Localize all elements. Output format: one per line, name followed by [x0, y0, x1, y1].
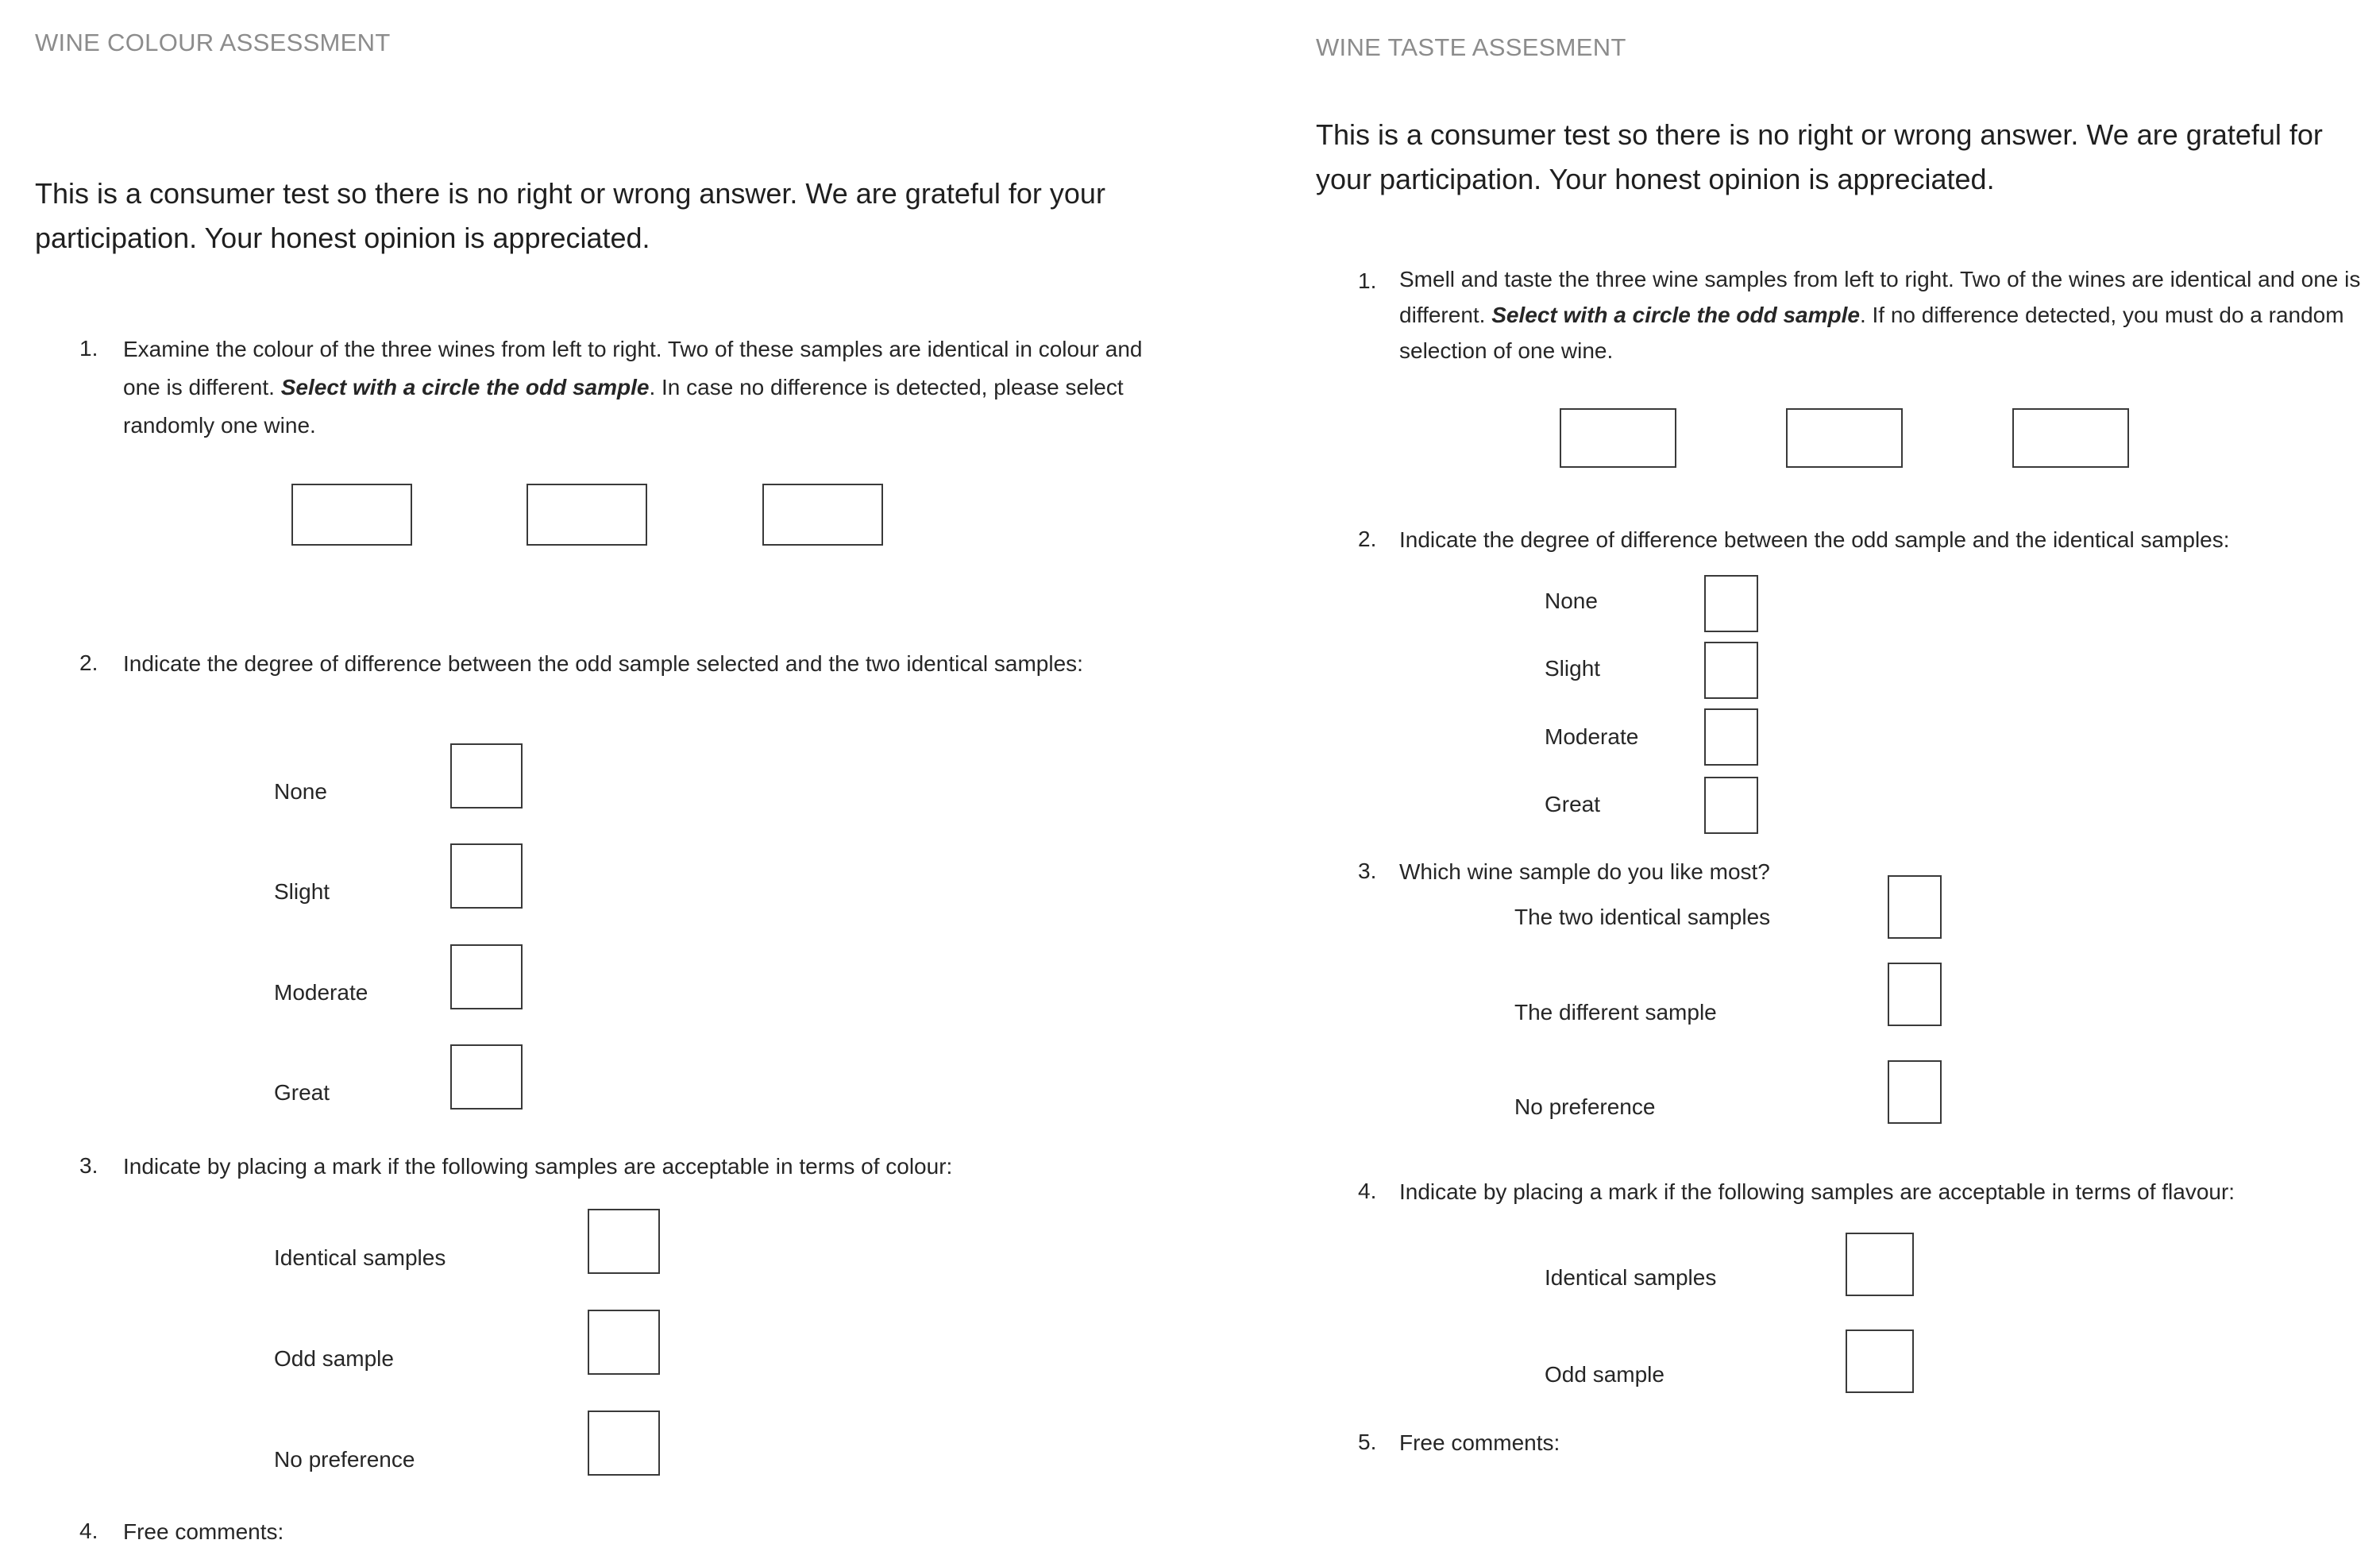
taste-q1-text-before: Smell and taste the three wine samples from left to right. Two of the wines are identical and one is different. [1399, 267, 2361, 327]
taste-q3-checkbox-different[interactable] [1888, 963, 1942, 1026]
colour-q3-text: Indicate by placing a mark if the following samples are acceptable in terms of colour: [123, 1154, 953, 1179]
taste-q3-checkbox-identical[interactable] [1888, 875, 1942, 939]
colour-q2-option-slight: Slight [274, 879, 330, 904]
colour-q1-text-after: . In case no difference is detected, please select randomly one wine. [123, 375, 1124, 438]
colour-q3-option-odd: Odd sample [274, 1346, 394, 1371]
taste-q5-number: 5. [1358, 1430, 1377, 1454]
taste-heading: WINE TASTE ASSESMENT [1316, 33, 1626, 61]
taste-q2-option-none: None [1545, 589, 1598, 613]
taste-q2-checkbox-great[interactable] [1704, 777, 1758, 834]
taste-q2-checkbox-slight[interactable] [1704, 642, 1758, 699]
colour-q3-option-identical: Identical samples [274, 1245, 446, 1270]
taste-q3-text: Which wine sample do you like most? [1399, 859, 1770, 884]
taste-q1-text-after: . If no difference detected, you must do a random selection of one wine. [1399, 303, 2344, 363]
taste-q2-text: Indicate the degree of difference between the odd sample and the identical samples: [1399, 527, 2230, 552]
colour-q1-emphasis: Select with a circle the odd sample [280, 375, 650, 399]
taste-q2-checkbox-none[interactable] [1704, 575, 1758, 632]
colour-q2-checkbox-great[interactable] [450, 1044, 523, 1110]
taste-q3-checkbox-no-preference[interactable] [1888, 1060, 1942, 1124]
taste-q4-number: 4. [1358, 1179, 1377, 1203]
taste-sample-box-2[interactable] [1786, 408, 1903, 468]
taste-q2-option-moderate: Moderate [1545, 724, 1639, 749]
colour-q3-checkbox-odd[interactable] [588, 1310, 660, 1375]
taste-q1-emphasis: Select with a circle the odd sample [1491, 303, 1860, 327]
colour-q2-option-great: Great [274, 1080, 330, 1105]
taste-q2-option-great: Great [1545, 792, 1601, 816]
taste-q2-number: 2. [1358, 527, 1377, 551]
colour-heading: WINE COLOUR ASSESSMENT [35, 29, 391, 56]
colour-q1-number: 1. [79, 336, 98, 361]
colour-sample-box-2[interactable] [527, 484, 647, 546]
taste-q1-number: 1. [1358, 268, 1377, 293]
taste-q1-text [1399, 261, 2372, 369]
colour-q1-text-before: Examine the colour of the three wines from left to right. Two of these samples are identical in colour and one is different. [123, 337, 1143, 399]
colour-q2-checkbox-none[interactable] [450, 743, 523, 809]
colour-q2-checkbox-moderate[interactable] [450, 944, 523, 1009]
taste-sample-box-1[interactable] [1560, 408, 1676, 468]
taste-q4-option-odd: Odd sample [1545, 1362, 1664, 1387]
colour-q2-option-none: None [274, 779, 327, 804]
colour-q3-option-no-preference: No preference [274, 1447, 415, 1472]
colour-q2-number: 2. [79, 650, 98, 675]
colour-q3-checkbox-no-preference[interactable] [588, 1411, 660, 1476]
taste-intro: This is a consumer test so there is no right or wrong answer. We are grateful for your participation. Your honest opinion is appreciated. [1316, 118, 2323, 195]
colour-q3-number: 3. [79, 1153, 98, 1178]
taste-q4-checkbox-odd[interactable] [1846, 1330, 1914, 1393]
colour-intro: This is a consumer test so there is no right or wrong answer. We are grateful for your participation. Your honest opinion is appreciated. [35, 177, 1105, 254]
taste-q3-option-identical: The two identical samples [1514, 905, 1771, 929]
colour-q4-text: Free comments: [123, 1519, 284, 1544]
colour-q1-text [123, 330, 1148, 445]
taste-q4-option-identical: Identical samples [1545, 1265, 1717, 1290]
taste-q3-option-different: The different sample [1514, 1000, 1717, 1025]
taste-q3-option-no-preference: No preference [1514, 1094, 1656, 1119]
colour-sample-box-1[interactable] [291, 484, 412, 546]
taste-q4-text: Indicate by placing a mark if the following samples are acceptable in terms of flavour: [1399, 1179, 2235, 1204]
taste-q2-checkbox-moderate[interactable] [1704, 708, 1758, 766]
taste-sample-box-3[interactable] [2012, 408, 2129, 468]
taste-q4-checkbox-identical[interactable] [1846, 1233, 1914, 1296]
colour-sample-box-3[interactable] [762, 484, 883, 546]
colour-q2-option-moderate: Moderate [274, 980, 368, 1005]
taste-q3-number: 3. [1358, 859, 1377, 883]
taste-q5-text: Free comments: [1399, 1430, 1560, 1455]
colour-q3-checkbox-identical[interactable] [588, 1209, 660, 1274]
colour-q2-checkbox-slight[interactable] [450, 843, 523, 909]
colour-q4-number: 4. [79, 1519, 98, 1543]
colour-q2-text: Indicate the degree of difference between the odd sample selected and the two identical samples: [123, 651, 1083, 676]
taste-q2-option-slight: Slight [1545, 656, 1601, 681]
